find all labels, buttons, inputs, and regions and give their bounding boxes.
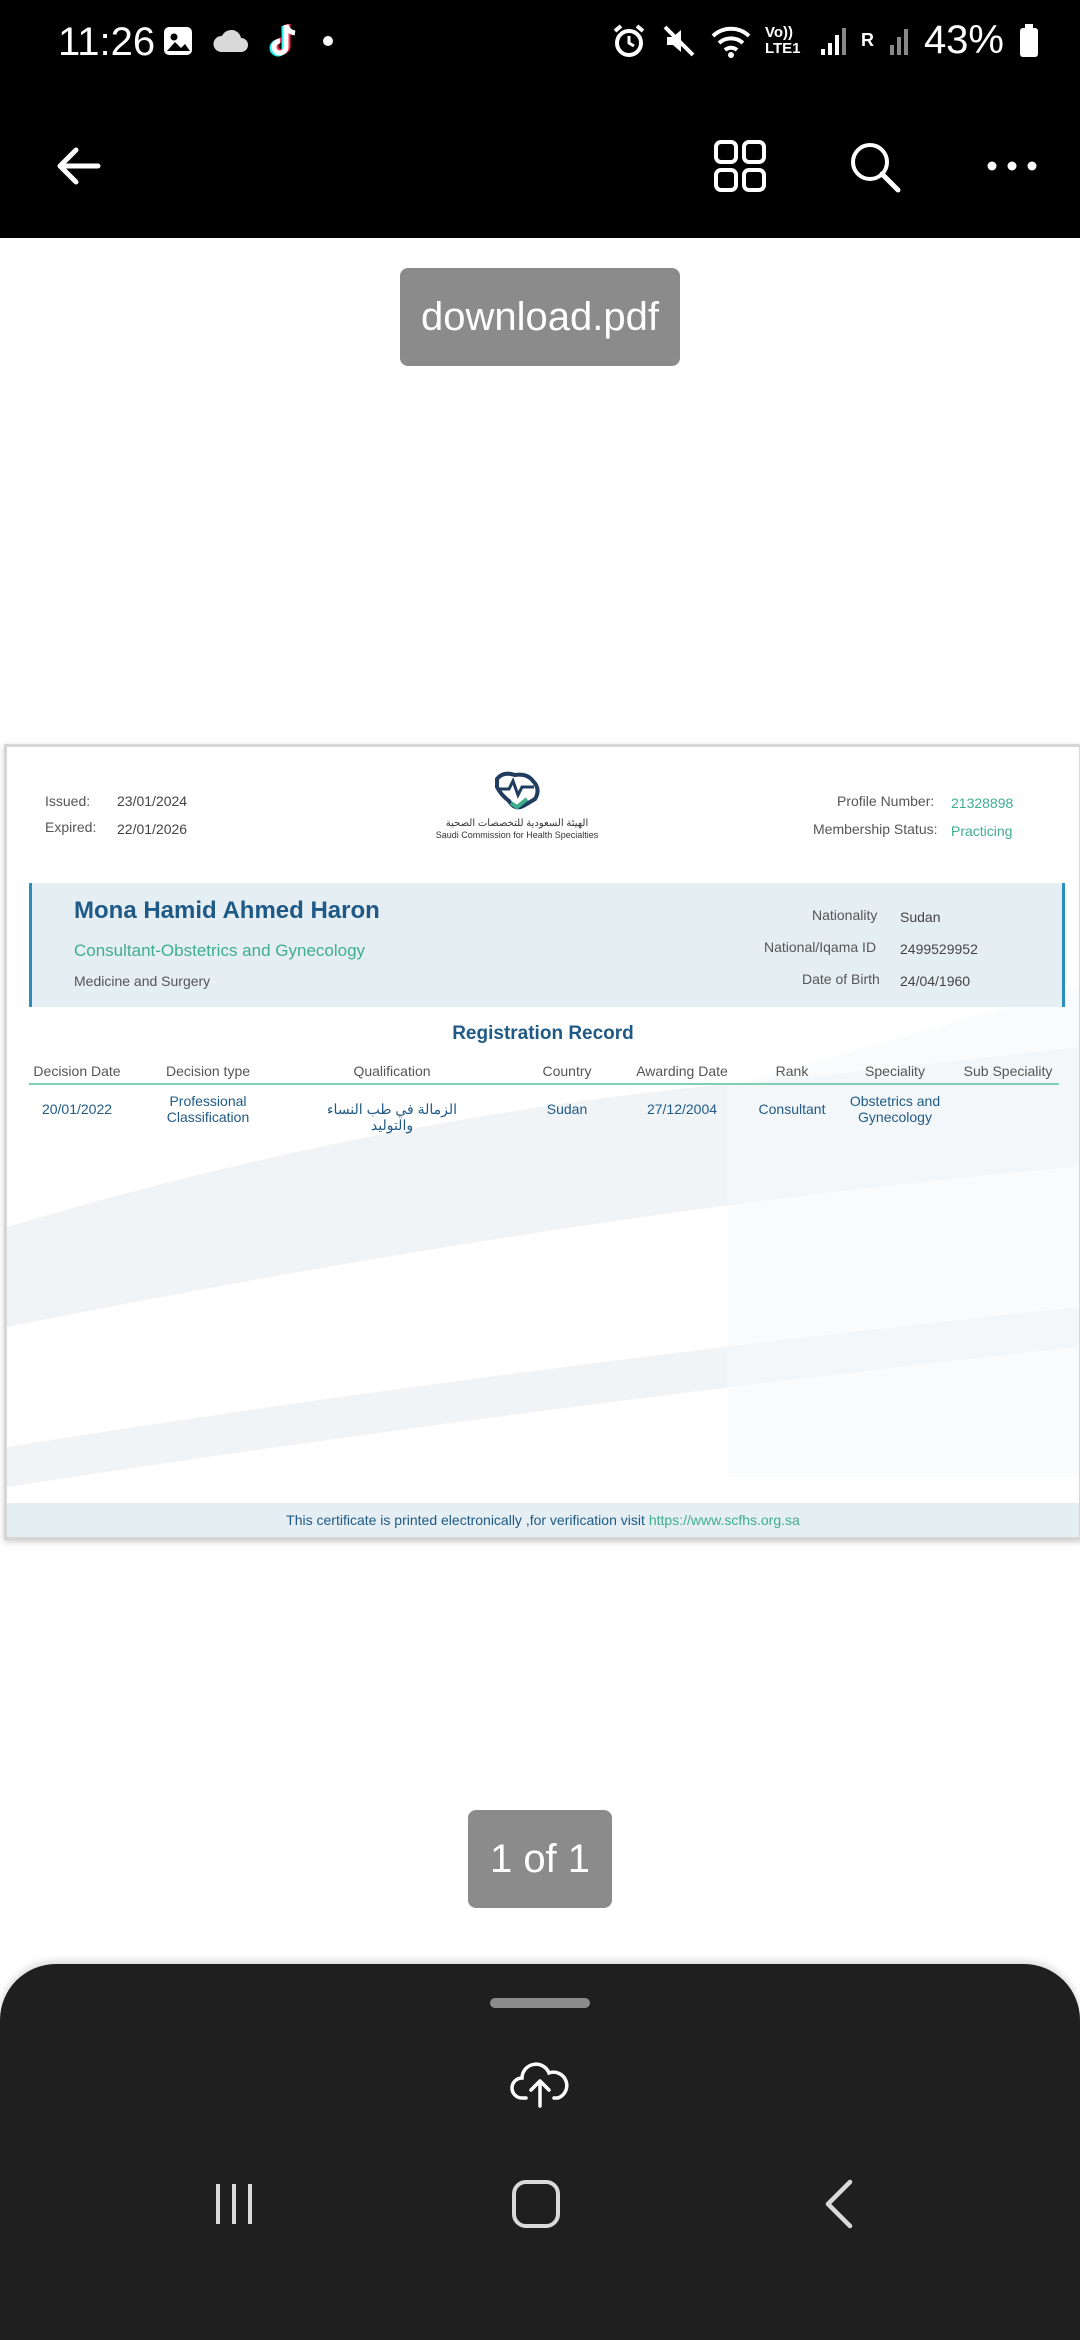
expired-label: Expired:: [45, 819, 97, 835]
cell-speciality-line2: Gynecology: [858, 1109, 932, 1125]
cell-rank: Consultant: [758, 1101, 826, 1117]
clock: 11:26: [58, 20, 156, 64]
status-bar: [0, 0, 1080, 88]
gallery-icon: [162, 25, 194, 57]
signal-2-icon: [888, 25, 910, 57]
nav-back-button[interactable]: [790, 2154, 890, 2254]
dot-icon: [320, 33, 336, 49]
more-icon: [984, 138, 1040, 194]
system-icons: [611, 18, 1040, 63]
nav-home-button[interactable]: [486, 2154, 586, 2254]
search-icon: [846, 138, 902, 194]
nav-recents-button[interactable]: [184, 2154, 284, 2254]
cell-awarding-date: 27/12/2004: [646, 1101, 718, 1117]
nationality-value: Sudan: [900, 909, 941, 925]
nationality-label: Nationality: [812, 907, 878, 923]
cell-decision-date: 20/01/2022: [41, 1101, 113, 1117]
col-header: Rank: [775, 1063, 809, 1079]
certificate-footer: [7, 1503, 1079, 1537]
col-header: Country: [542, 1063, 592, 1079]
cell-country: Sudan: [546, 1101, 588, 1117]
profile-value: 21328898: [951, 795, 1014, 811]
col-header: Qualification: [353, 1063, 431, 1079]
footer-text: This certificate is printed electronically ,for verification visit: [286, 1512, 645, 1528]
battery-percent: 43%: [923, 18, 1004, 62]
upload-button[interactable]: [500, 2044, 580, 2124]
network-label: Vo)) LTE1: [764, 23, 801, 57]
holder-info-box: [29, 883, 1065, 1007]
id-value: 2499529952: [900, 941, 978, 957]
membership-value: Practicing: [951, 823, 1013, 839]
roaming-label: R: [860, 30, 874, 50]
holder-name: Mona Hamid Ahmed Haron: [74, 897, 380, 924]
id-label: National/Iqama ID: [764, 939, 877, 955]
col-header: Decision Date: [33, 1063, 121, 1079]
footer-link[interactable]: https://www.scfhs.org.sa: [648, 1512, 800, 1528]
table-header-divider: [29, 1083, 1059, 1085]
cell-speciality: [841, 1093, 949, 1125]
pdf-page[interactable]: [4, 744, 1080, 1540]
back-button[interactable]: [38, 126, 118, 206]
expired-value: 22/01/2026: [117, 821, 188, 837]
signal-icon: [819, 25, 847, 57]
dob-value: 24/04/1960: [900, 973, 971, 989]
recents-icon: [210, 2180, 258, 2228]
cell-decision-type-line2: Classification: [166, 1109, 250, 1125]
cloud-upload-icon: [510, 2058, 570, 2110]
grid-view-button[interactable]: [700, 126, 780, 206]
more-options-button[interactable]: [972, 126, 1052, 206]
scfhs-logo: [427, 769, 607, 841]
logo-english-text: Saudi Commission for Health Specialties: [435, 830, 599, 840]
col-header: Speciality: [865, 1063, 925, 1079]
alarm-icon: [611, 23, 647, 59]
col-header: Sub Speciality: [963, 1063, 1053, 1079]
holder-title: Consultant-Obstetrics and Gynecology: [74, 941, 366, 960]
holder-field: Medicine and Surgery: [74, 973, 211, 989]
logo-arabic-text: الهيئة السعودية للتخصصات الصحية: [445, 818, 589, 829]
cloud-icon: [212, 27, 250, 55]
profile-label: Profile Number:: [837, 793, 935, 809]
cell-decision-type: [153, 1093, 263, 1125]
membership-label: Membership Status:: [813, 821, 938, 837]
tiktok-icon: [268, 22, 302, 60]
logo-mark-icon: [489, 769, 545, 813]
app-toolbar: [0, 88, 1080, 238]
dob-label: Date of Birth: [802, 971, 880, 987]
bottom-sheet: [0, 1964, 1080, 2340]
issued-label: Issued:: [45, 793, 91, 809]
notification-icons: [162, 22, 336, 60]
cell-qualification: الزمالة في طب النساء والتوليد: [326, 1101, 458, 1133]
col-header: Awarding Date: [636, 1063, 728, 1079]
issued-value: 23/01/2024: [117, 793, 188, 809]
page-indicator: 1 of 1: [468, 1810, 612, 1908]
mute-icon: [661, 23, 697, 59]
cell-decision-type-line1: Professional: [169, 1093, 247, 1109]
background-swoosh: [7, 747, 1079, 1537]
battery-icon: [1018, 23, 1040, 59]
back-icon: [816, 2178, 864, 2230]
wifi-icon: [711, 24, 751, 58]
grid-icon: [712, 138, 768, 194]
file-name-pill: download.pdf: [400, 268, 680, 366]
search-button[interactable]: [834, 126, 914, 206]
home-icon: [510, 2178, 562, 2230]
col-header: Decision type: [165, 1063, 251, 1079]
registration-title: Registration Record: [452, 1023, 634, 1044]
cell-speciality-line1: Obstetrics and: [849, 1093, 941, 1109]
arrow-left-icon: [50, 138, 106, 194]
sheet-drag-handle[interactable]: [490, 1998, 590, 2008]
